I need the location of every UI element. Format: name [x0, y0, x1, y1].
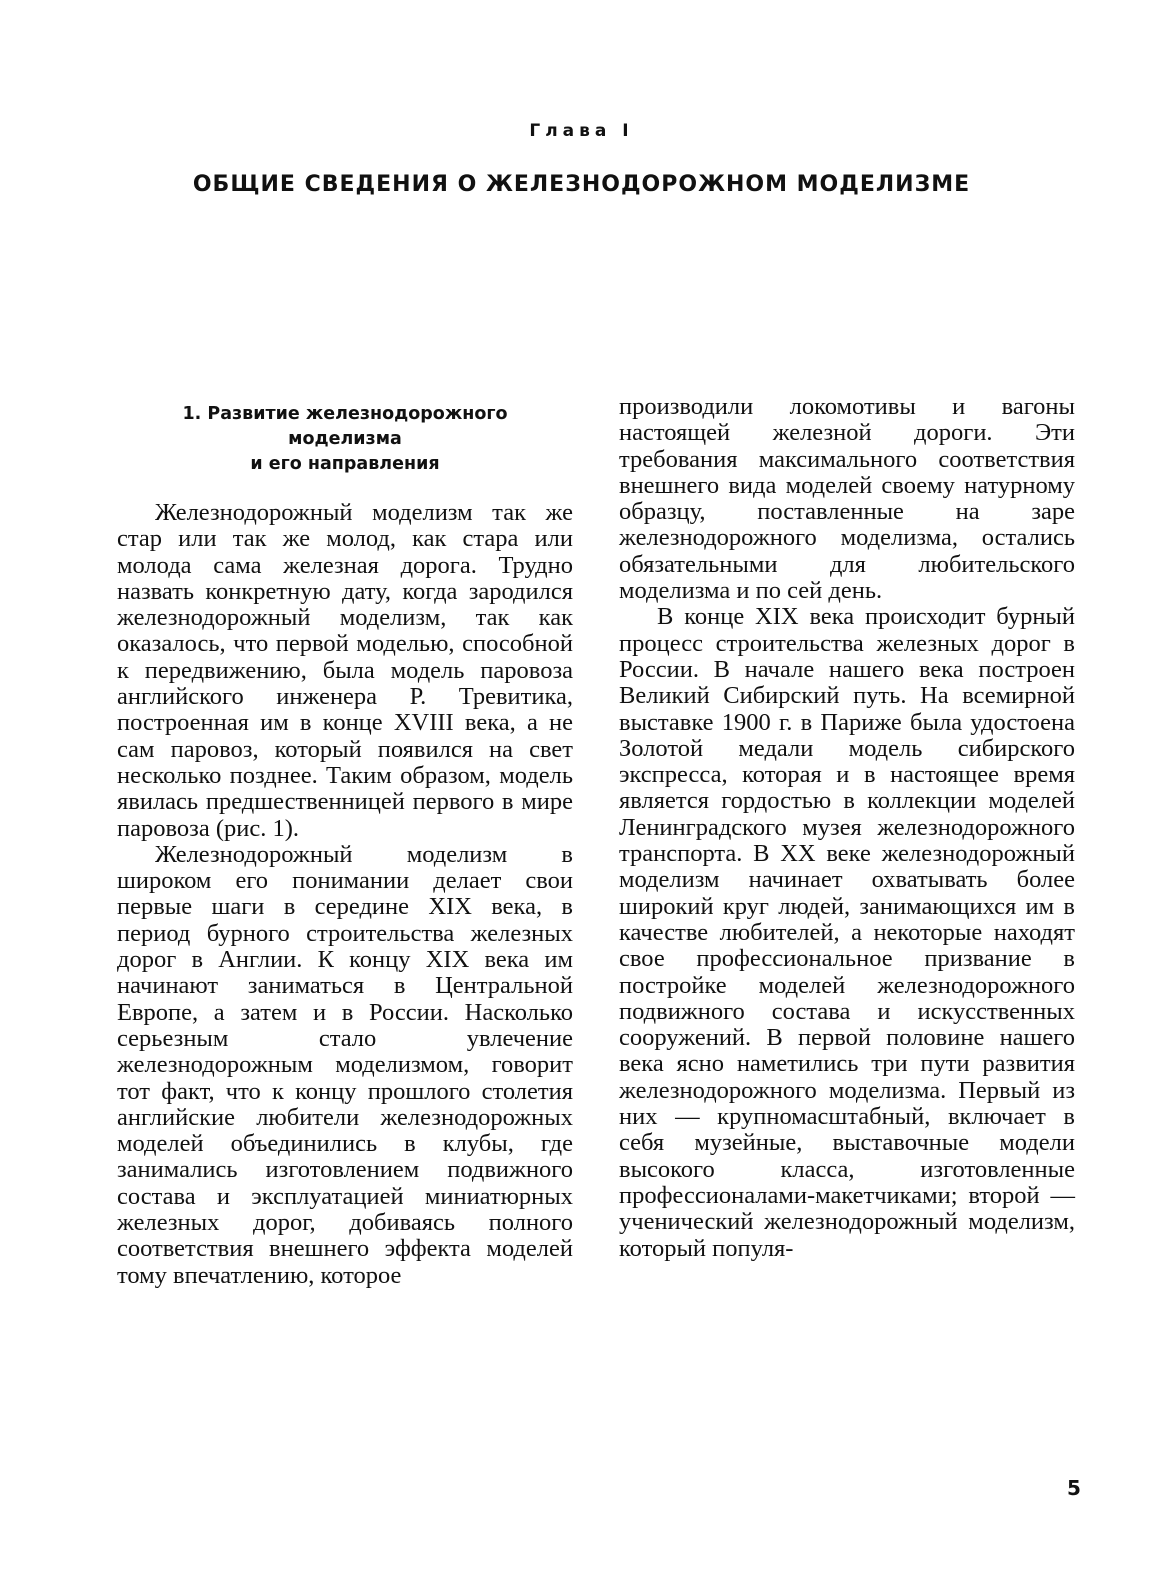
paragraph: Железнодорожный моделизм так же стар или так же молод, как стара или молода сама железная дорога. Трудно назвать конкретную дату, когда зародился железнодорожный моделизм, так как оказалось, что первой моделью, способной к передвижению, была модель паровоза английского инженера Р. Тревитика, построенная им в конце XVIII века, а не сам паровоз, который появился на свет несколько позднее. Таким образом, модель явилась предшественницей первого в мире паровоза (рис. 1). [117, 499, 573, 842]
page-number: 5 [1067, 1476, 1081, 1500]
section-heading-line2: моделизма [288, 429, 402, 449]
section-heading-line3: и его направления [250, 454, 440, 474]
section-heading [117, 402, 573, 477]
paragraph-continued: производили локомотивы и вагоны настоящей железной дороги. Эти требования максимального соответствия внешнего вида моделей своему натурному образцу, поставленные на заре железнодорожного моделизма, остались обязательными для любительского моделизма и по сей день. [619, 393, 1075, 605]
paragraph: В конце XIX века происходит бурный процесс строительства железных дорог в России. В начале нашего века построен Великий Сибирский путь. На всемирной выставке 1900 г. в Париже была удостоена Золотой медали модель сибирского экспресса, которая и в настоящее время является гордостью в коллекции моделей Ленинградского музея железнодорожного транспорта. В XX веке железнодорожный моделизм начинает охватывать более широкий круг людей, занимающихся им в качестве любителей, а некоторые находят свое профессиональное призвание в постройке моделей железнодорожного подвижного состава и искусственных сооружений. В первой половине нашего века ясно наметились три пути развития железнодорожного моделизма. Первый из них — крупномасштабный, включает в себя музейные, выставочные модели высокого класса, изготовленные профессионалами-макетчиками; второй — ученический железнодорожный моделизм, который популя- [619, 603, 1075, 1262]
chapter-title: ОБЩИЕ СВЕДЕНИЯ О ЖЕЛЕЗНОДОРОЖНОМ МОДЕЛИЗМЕ [192, 172, 971, 197]
paragraph: Железнодорожный моделизм в широком его понимании делает свои первые шаги в середине XIX века, в период бурного строительства железных дорог в Англии. К концу XIX века им начинают заниматься в Центральной Европе, а затем и в России. Насколько серьезным стало увлечение железнодорожным моделизмом, говорит тот факт, что к концу прошлого столетия английские любители железнодорожных моделей объединились в клубы, где занимались изготовлением подвижного состава и эксплуатацией миниатюрных железных дорог, добиваясь полного соответствия внешнего эффекта моделей тому впечатлению, которое [117, 840, 573, 1289]
section-heading-line1: 1. Развитие железнодорожного [182, 404, 508, 424]
left-column [117, 394, 573, 1289]
right-column [619, 394, 1075, 1262]
chapter-label: Глава I [529, 121, 634, 141]
